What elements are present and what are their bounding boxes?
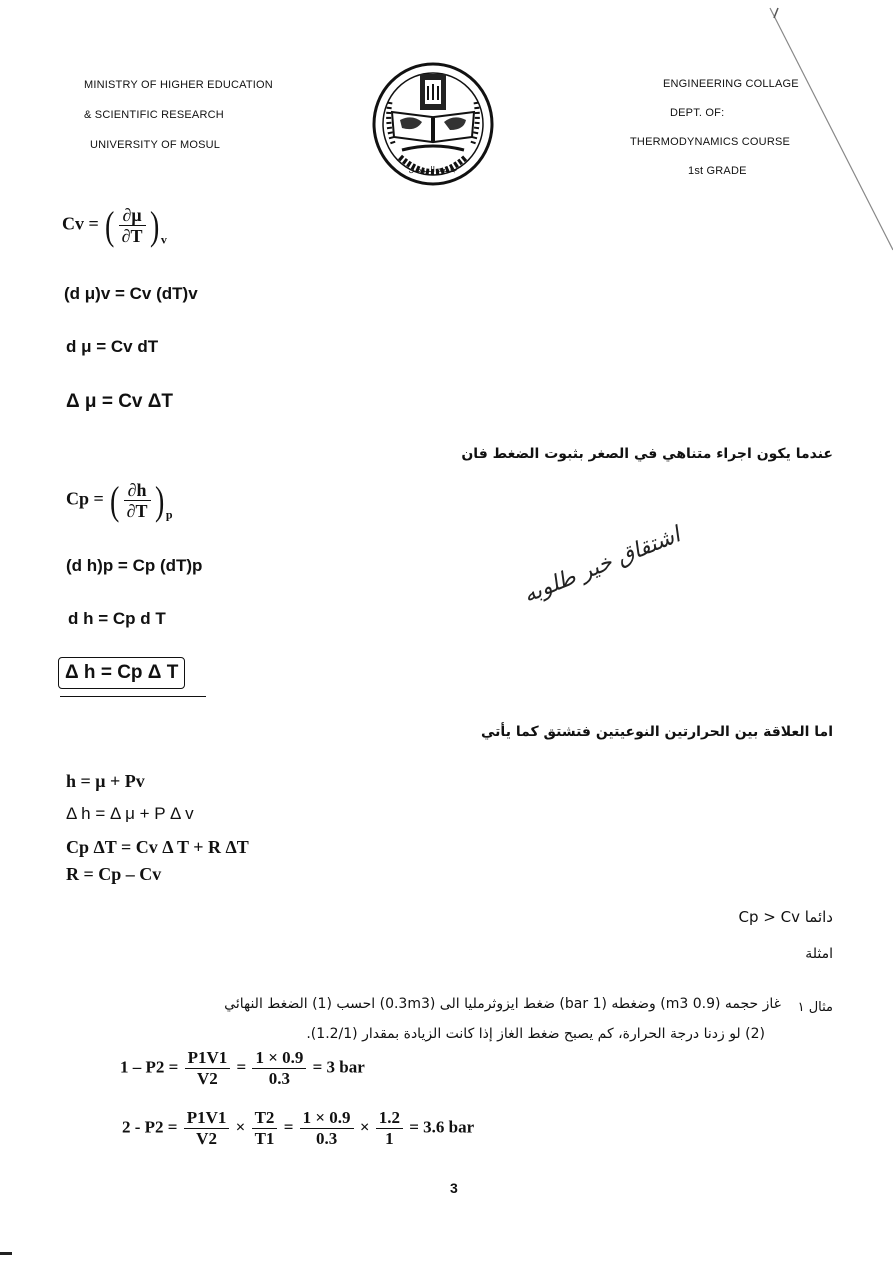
cv-def-subscript: v bbox=[160, 232, 167, 247]
sol2-frac1-den: V2 bbox=[196, 1129, 217, 1148]
handwritten-note: اشتقاق خير طلوبه bbox=[520, 522, 684, 609]
cv-definition: Cv = ( $\frac{\partial\mu}{\partial T}$ ) $_v$ bbox=[62, 202, 167, 248]
cv-def-numerator: ∂μ bbox=[119, 205, 146, 226]
sol2-frac2-den: T1 bbox=[254, 1129, 275, 1148]
relation-delta-enthalpy: Δ h = Δ μ + P Δ v bbox=[66, 804, 194, 823]
cv-eq-delta: Δ μ = Cv ΔT bbox=[66, 391, 174, 412]
page-number: 3 bbox=[450, 1180, 458, 1196]
ministry-line: MINISTRY OF HIGHER EDUCATION bbox=[84, 79, 273, 91]
cp-eq-delta-boxed: Δ h = Cp Δ T bbox=[58, 657, 185, 689]
sol1-lhs: 1 – P2 = bbox=[120, 1057, 179, 1077]
example1-solution2: 2 - P2 = $\frac{P1V1}{V2}$ × $\frac{T2}{T1}$ = $\frac{1 \times 0.9}{0.3}$ × $\frac{1.2}{1}$ = 3.6 bar bbox=[122, 1108, 475, 1148]
sol1-frac2-den: 0.3 bbox=[268, 1069, 291, 1088]
cv-eq-simple: d μ = Cv dT bbox=[66, 337, 159, 356]
example1-solution1: 1 – P2 = $\frac{P1V1}{V2}$ = $\frac{1 \times 0.9}{0.3}$ = 3 bar bbox=[120, 1048, 365, 1088]
sol1-frac1-den: V2 bbox=[197, 1069, 218, 1088]
scan-edge-artifact bbox=[760, 0, 893, 270]
cp-def-denominator: ∂T bbox=[126, 501, 148, 521]
relation-r: R = Cp – Cv bbox=[66, 864, 162, 884]
always-note: دائما Cp > Cv bbox=[738, 908, 833, 926]
sol2-lhs: 2 - P2 = bbox=[122, 1117, 178, 1137]
university-seal bbox=[372, 62, 494, 186]
sol2-frac1-num: P1V1 bbox=[184, 1108, 230, 1129]
sol2-result: = 3.6 bar bbox=[409, 1117, 475, 1137]
cp-def-numerator: ∂h bbox=[124, 480, 151, 501]
scan-artifact-mark bbox=[0, 1252, 12, 1255]
research-line: & SCIENTIFIC RESEARCH bbox=[84, 109, 224, 121]
dept-line: DEPT. OF: bbox=[670, 107, 725, 119]
course-line: THERMODYNAMICS COURSE bbox=[630, 136, 791, 148]
sol2-frac4-den: 1 bbox=[385, 1129, 394, 1148]
cp-def-subscript: p bbox=[165, 507, 173, 522]
sol2-frac2-num: T2 bbox=[252, 1108, 278, 1129]
examples-title: امثلة bbox=[805, 946, 833, 962]
seal-icon bbox=[372, 62, 494, 186]
cp-def-lhs: Cp = bbox=[66, 488, 104, 509]
cp-eq-simple: d h = Cp d T bbox=[68, 609, 166, 628]
cp-definition: Cp = ( $\frac{\partial h}{\partial T}$ ) $_p$ bbox=[66, 477, 173, 523]
example1-line1: غاز حجمه (0.9 m3) وضغطه (1 bar) ضغط ايزوثرمليا الى (0.3m3) احسب (1) الضغط النهائي bbox=[224, 996, 781, 1012]
relation-enthalpy: h = μ + Pv bbox=[66, 771, 145, 791]
sol2-frac4-num: 1.2 bbox=[376, 1108, 403, 1129]
cv-def-lhs: Cv = bbox=[62, 213, 99, 234]
sol2-frac3-den: 0.3 bbox=[315, 1129, 338, 1148]
header-left bbox=[84, 70, 273, 160]
example1-line2: (2) لو زدنا درجة الحرارة، كم يصبح ضغط الغاز إذا كانت الزيادة بمقدار (1.2/1). bbox=[306, 1026, 765, 1042]
college-line: ENGINEERING COLLAGE bbox=[663, 78, 799, 90]
example1-label: مثال ١ bbox=[797, 1000, 833, 1015]
university-line: UNIVERSITY OF MOSUL bbox=[90, 139, 221, 151]
grade-line: 1st GRADE bbox=[688, 165, 747, 177]
sol1-frac1-num: P1V1 bbox=[185, 1048, 231, 1069]
cv-def-denominator: ∂T bbox=[121, 226, 143, 246]
arabic-heading-constant-pressure: عندما يكون اجراء متناهي في الصغر بثبوت الضغط فان bbox=[461, 446, 833, 462]
arabic-heading-relation: اما العلاقة بين الحرارتين النوعيتين فتشتق كما يأتي bbox=[481, 724, 833, 740]
cp-box-underline bbox=[60, 696, 206, 697]
sol1-result: = 3 bar bbox=[312, 1057, 365, 1077]
cp-eq-differential: (d h)p = Cp (dT)p bbox=[66, 556, 203, 575]
sol2-frac3-num: 1 × 0.9 bbox=[300, 1108, 354, 1129]
svg-text:جامعة الموصل: جامعة الموصل bbox=[408, 165, 458, 174]
cv-eq-differential: (d μ)v = Cv (dT)v bbox=[64, 284, 198, 303]
relation-cp-cv: Cp ΔT = Cv Δ T + R ΔT bbox=[66, 837, 249, 857]
sol1-frac2-num: 1 × 0.9 bbox=[252, 1048, 306, 1069]
